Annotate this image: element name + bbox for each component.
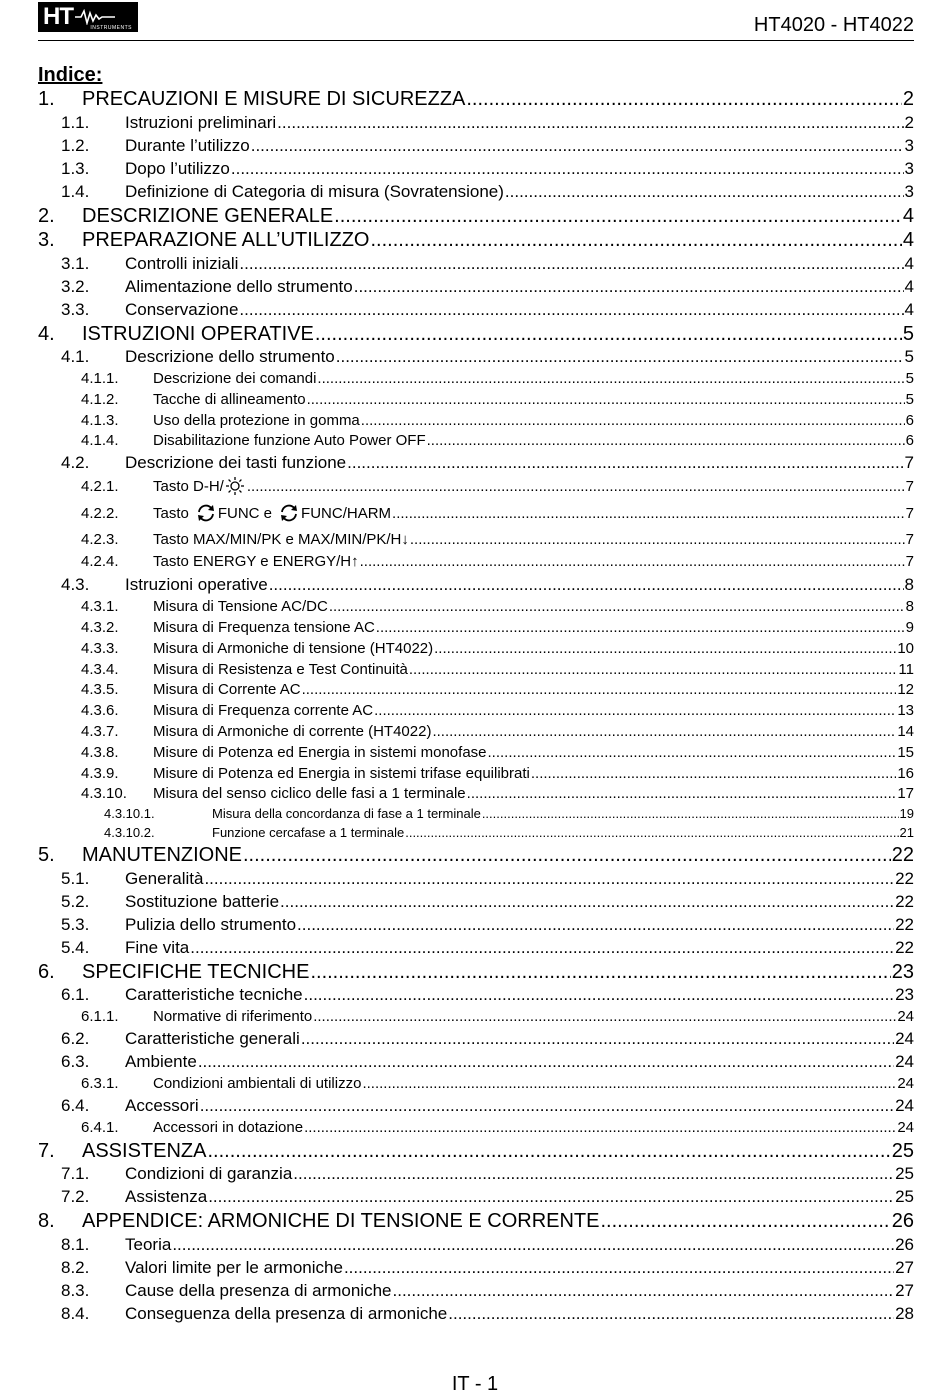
entry-number: 5.	[38, 844, 55, 867]
entry-number: 4.3.10.1.	[104, 806, 155, 822]
entry-title: Sostituzione batterie	[125, 891, 280, 911]
dot-leader	[269, 575, 904, 595]
entry-number: 7.2.	[61, 1187, 90, 1207]
toc-entry[interactable]	[38, 598, 914, 619]
toc-entry[interactable]	[38, 412, 914, 433]
toc-entry[interactable]	[38, 915, 914, 938]
entry-number: 6.4.	[61, 1095, 90, 1115]
toc-entry[interactable]	[38, 575, 914, 598]
toc-entry[interactable]	[38, 323, 914, 348]
toc-entry[interactable]	[38, 1075, 914, 1096]
dot-leader	[531, 765, 896, 782]
entry-number: 7.1.	[61, 1164, 90, 1184]
entry-title: DESCRIZIONE GENERALE	[82, 204, 334, 227]
entry-number: 4.3.8.	[81, 743, 119, 761]
entry-number: 4.	[38, 322, 55, 345]
entry-title: Accessori	[125, 1095, 199, 1115]
entry-title: Misure di Potenza ed Energia in sistemi trifase equilibrati	[153, 764, 530, 782]
entry-number: 4.3.1.	[81, 598, 119, 616]
toc-entry[interactable]	[38, 1235, 914, 1258]
dot-leader	[301, 1029, 894, 1049]
entry-title: Caratteristiche tecniche	[125, 985, 303, 1005]
dot-leader	[361, 412, 905, 429]
entry-number: 3.3.	[61, 299, 90, 319]
entry-number: 4.3.7.	[81, 722, 119, 740]
entry-page: 28	[895, 1303, 914, 1323]
entry-number: 8.4.	[61, 1303, 90, 1323]
entry-title: Descrizione dello strumento	[125, 347, 335, 366]
entry-number: 4.3.9.	[81, 764, 119, 782]
dot-leader	[239, 254, 903, 274]
entry-page: 25	[895, 1187, 914, 1207]
entry-page: 5	[904, 347, 914, 366]
entry-title: PRECAUZIONI E MISURE DI SICUREZZA	[82, 88, 466, 110]
entry-page: 11	[898, 660, 914, 678]
entry-title: Misura di Resistenza e Test Continuità	[153, 660, 408, 678]
entry-page: 22	[891, 844, 914, 867]
entry-title: Istruzioni operative	[125, 575, 268, 595]
toc-entry[interactable]	[38, 254, 914, 277]
logo-subtext: INSTRUMENTS	[90, 25, 132, 31]
dot-leader	[376, 619, 905, 636]
dot-leader	[207, 1140, 890, 1163]
entry-page: 4	[904, 299, 914, 319]
dot-leader	[302, 681, 897, 698]
entry-title: Assistenza	[125, 1187, 208, 1207]
entry-title: Ambiente	[125, 1051, 197, 1071]
entry-number: 3.	[38, 229, 55, 251]
entry-page: 22	[895, 914, 914, 934]
entry-title: Tacche di allineamento	[153, 390, 306, 408]
dot-leader	[360, 553, 905, 570]
entry-title-part: FUNC e	[217, 504, 273, 522]
dot-leader	[344, 1258, 894, 1278]
entry-title: Condizioni ambientali di utilizzo	[153, 1074, 362, 1092]
dot-leader	[277, 113, 903, 133]
entry-number: 4.1.1.	[81, 370, 119, 387]
dot-leader	[347, 453, 903, 473]
entry-number: 8.2.	[61, 1257, 90, 1277]
entry-page: 24	[895, 1051, 914, 1071]
entry-title: SPECIFICHE TECNICHE	[82, 960, 310, 983]
dot-leader	[208, 1187, 894, 1207]
entry-page: 7	[905, 531, 914, 549]
dot-leader	[362, 1075, 896, 1092]
entry-title: Misura di Frequenza tensione AC	[153, 618, 375, 636]
dot-leader	[198, 1052, 894, 1072]
dot-leader	[467, 785, 897, 802]
entry-title: Misura di Frequenza corrente AC	[153, 702, 374, 720]
dot-leader	[466, 88, 902, 111]
toc-entry[interactable]	[38, 765, 914, 786]
entry-number: 6.1.	[61, 985, 90, 1005]
toc-entry[interactable]	[38, 1187, 914, 1210]
toc-entry[interactable]	[38, 1052, 914, 1075]
dot-leader	[374, 702, 896, 719]
toc-entry[interactable]	[38, 938, 914, 961]
entry-number: 5.1.	[61, 868, 90, 888]
dot-leader	[392, 505, 905, 522]
rotate-icon	[278, 503, 300, 523]
toc-entry[interactable]	[38, 1304, 914, 1327]
dot-leader	[393, 1281, 895, 1301]
toc-entry[interactable]	[38, 1210, 914, 1235]
entry-number: 1.3.	[61, 158, 90, 178]
entry-number: 4.2.1.	[81, 477, 119, 495]
dot-leader	[601, 1210, 891, 1233]
entry-title: Misura di Tensione AC/DC	[153, 598, 328, 616]
entry-title: Disabilitazione funzione Auto Power OFF	[153, 432, 426, 450]
entry-number: 4.2.3.	[81, 531, 119, 549]
entry-title: Controlli iniziali	[125, 253, 239, 273]
entry-title: MANUTENZIONE	[82, 844, 242, 867]
entry-page: 7	[905, 553, 914, 571]
entry-page: 23	[891, 960, 914, 983]
entry-number: 6.	[38, 960, 55, 983]
entry-title: Funzione cercafase a 1 terminale	[212, 825, 405, 841]
toc-entry[interactable]	[38, 1096, 914, 1119]
entry-page: 22	[895, 937, 914, 957]
entry-page: 7	[905, 477, 914, 495]
entry-title: Misura di Armoniche di corrente (HT4022)	[153, 722, 432, 740]
entry-page: 23	[895, 985, 914, 1005]
toc-entry[interactable]	[38, 347, 914, 370]
toc-entry[interactable]	[38, 1140, 914, 1165]
entry-title: Caratteristiche generali	[125, 1028, 300, 1048]
entry-title: Misure di Potenza ed Energia in sistemi monofase	[153, 743, 487, 761]
entry-page: 8	[904, 575, 914, 595]
entry-page: 5	[905, 370, 914, 387]
rotate-icon	[195, 503, 217, 523]
entry-title: Definizione di Categoria di misura (Sovratensione)	[125, 181, 504, 201]
toc-entry[interactable]	[38, 1008, 914, 1029]
entry-title: Generalità	[125, 868, 204, 888]
entry-title: Cause della presenza di armoniche	[125, 1280, 392, 1300]
dot-leader	[432, 723, 896, 740]
dot-leader	[317, 370, 904, 387]
entry-title: Pulizia dello strumento	[125, 914, 297, 934]
toc-entry[interactable]	[38, 961, 914, 986]
toc-entry[interactable]	[38, 985, 914, 1008]
entry-title: Istruzioni preliminari	[125, 112, 277, 132]
toc-entry[interactable]	[38, 869, 914, 892]
entry-page: 12	[897, 681, 914, 699]
entry-title: PREPARAZIONE ALL’UTILIZZO	[82, 229, 370, 251]
toc-entry[interactable]	[38, 1258, 914, 1281]
entry-title: Misura di Corrente AC	[153, 681, 301, 699]
entry-page: 24	[897, 1074, 914, 1092]
entry-number: 1.1.	[61, 112, 90, 132]
entry-title: Conservazione	[125, 299, 239, 319]
dot-leader	[172, 1235, 894, 1255]
entry-number: 8.1.	[61, 1234, 90, 1254]
dot-leader	[204, 869, 894, 889]
entry-number: 4.1.3.	[81, 411, 119, 429]
dot-leader	[405, 825, 898, 840]
entry-number: 7.	[38, 1139, 55, 1162]
entry-number: 5.3.	[61, 914, 90, 934]
waveform-icon	[75, 9, 115, 25]
toc-entry[interactable]	[38, 825, 914, 844]
entry-number: 6.3.1.	[81, 1074, 119, 1092]
entry-page: 2	[904, 112, 914, 132]
entry-page: 6	[905, 432, 914, 450]
entry-title: Durante l’utilizzo	[125, 135, 250, 155]
toc-entry[interactable]	[38, 785, 914, 806]
entry-title: Misura di Armoniche di tensione (HT4022)	[153, 639, 434, 657]
dot-leader	[239, 300, 903, 320]
entry-number: 5.2.	[61, 891, 90, 911]
entry-number: 4.2.	[61, 453, 90, 473]
entry-number: 4.3.4.	[81, 660, 119, 678]
entry-page: 24	[895, 1095, 914, 1115]
toc-entry[interactable]	[38, 370, 914, 391]
toc-entry[interactable]	[38, 205, 914, 230]
entry-number: 4.2.2.	[81, 504, 119, 522]
entry-page: 4	[904, 253, 914, 273]
entry-number: 8.	[38, 1210, 55, 1233]
toc-entry[interactable]	[38, 1119, 914, 1140]
dot-leader	[190, 938, 894, 958]
entry-number: 4.3.2.	[81, 618, 119, 636]
entry-title: Conseguenza della presenza di armoniche	[125, 1303, 448, 1323]
dot-leader	[200, 1096, 894, 1116]
entry-number: 4.3.5.	[81, 681, 119, 699]
entry-title: APPENDICE: ARMONICHE DI TENSIONE E CORRENTE	[82, 1210, 600, 1233]
entry-number: 3.1.	[61, 253, 90, 273]
entry-title-part: Tasto	[153, 504, 189, 522]
entry-page: 4	[904, 276, 914, 296]
dot-leader	[448, 1304, 894, 1324]
entry-page: 4	[902, 204, 914, 227]
entry-page: 24	[895, 1028, 914, 1048]
toc-entry[interactable]	[38, 619, 914, 640]
entry-number: 1.2.	[61, 135, 90, 155]
dot-leader	[251, 136, 904, 156]
entry-page: 15	[897, 743, 914, 761]
entry-number: 4.1.	[61, 347, 90, 366]
entry-page: 14	[897, 722, 914, 740]
dot-leader	[310, 961, 890, 984]
entry-page: 2	[902, 88, 914, 110]
entry-number: 6.3.	[61, 1051, 90, 1071]
dot-leader	[307, 391, 905, 408]
dot-leader	[315, 323, 902, 346]
dot-leader	[505, 182, 904, 202]
entry-title-part: FUNC/HARM	[301, 504, 392, 522]
dot-leader	[427, 432, 905, 449]
entry-title: Teoria	[125, 1234, 172, 1254]
table-of-contents	[38, 88, 914, 1327]
page-number: IT - 1	[451, 1373, 499, 1395]
toc-entry[interactable]	[38, 1281, 914, 1304]
toc-entry[interactable]	[38, 806, 914, 825]
entry-page: 16	[897, 764, 914, 782]
entry-number: 4.3.3.	[81, 639, 119, 657]
entry-page: 24	[897, 1008, 914, 1026]
logo-text: HT	[43, 3, 73, 30]
entry-number: 4.3.10.	[81, 785, 127, 803]
dot-leader	[243, 844, 891, 867]
toc-entry[interactable]	[38, 453, 914, 476]
toc-entry[interactable]	[38, 277, 914, 300]
toc-entry[interactable]	[38, 702, 914, 723]
entry-page: 6	[905, 411, 914, 429]
entry-title-group	[153, 503, 391, 523]
entry-title: ASSISTENZA	[82, 1139, 207, 1162]
toc-entry[interactable]	[38, 182, 914, 205]
entry-number: 4.3.10.2.	[104, 825, 155, 841]
entry-number: 3.2.	[61, 276, 90, 296]
toc-entry[interactable]	[38, 391, 914, 412]
entry-number: 4.3.	[61, 575, 90, 595]
model-title: HT4020 - HT4022	[753, 14, 914, 36]
entry-page: 10	[897, 639, 914, 657]
dot-leader	[280, 892, 894, 912]
entry-page: 22	[895, 868, 914, 888]
entry-page: 3	[904, 181, 914, 201]
toc-entry[interactable]	[38, 531, 914, 553]
entry-number: 5.4.	[61, 937, 90, 957]
toc-entry[interactable]	[38, 300, 914, 323]
dot-leader	[434, 640, 896, 657]
entry-number: 4.1.2.	[81, 390, 119, 408]
entry-page: 22	[895, 891, 914, 911]
dot-leader	[231, 159, 904, 179]
entry-number: 4.2.4.	[81, 553, 119, 571]
toc-entry[interactable]	[38, 723, 914, 744]
toc-entry[interactable]	[38, 640, 914, 661]
entry-page: 26	[891, 1210, 914, 1233]
dot-leader	[304, 985, 894, 1005]
entry-number: 6.2.	[61, 1028, 90, 1048]
entry-number: 2.	[38, 204, 55, 227]
entry-number: 1.	[38, 88, 55, 110]
entry-page: 19	[899, 806, 914, 822]
toc-entry[interactable]	[38, 844, 914, 869]
entry-title: Accessori in dotazione	[153, 1118, 304, 1136]
dot-leader	[304, 1119, 896, 1136]
entry-title: Tasto D-H/	[153, 477, 224, 495]
entry-page: 27	[895, 1257, 914, 1277]
dot-leader	[313, 1008, 896, 1025]
dot-leader	[293, 1164, 894, 1184]
entry-title: Tasto ENERGY e ENERGY/H↑	[153, 553, 359, 571]
entry-page: 7	[904, 453, 914, 473]
dot-leader	[329, 598, 905, 615]
entry-page: 25	[895, 1164, 914, 1184]
toc-entry[interactable]	[38, 1029, 914, 1052]
entry-title-group	[153, 476, 246, 496]
entry-page: 25	[891, 1139, 914, 1162]
ht-logo	[38, 2, 138, 32]
toc-entry[interactable]	[38, 744, 914, 765]
toc-entry[interactable]	[38, 1164, 914, 1187]
toc-entry[interactable]	[38, 553, 914, 575]
entry-page: 5	[905, 390, 914, 408]
page-header	[38, 0, 914, 41]
toc-entry[interactable]	[38, 681, 914, 702]
entry-number: 4.3.6.	[81, 702, 119, 720]
dot-leader	[354, 277, 904, 297]
dot-leader	[297, 915, 894, 935]
toc-title: Indice:	[38, 64, 103, 86]
toc-entry[interactable]	[38, 503, 914, 531]
entry-page: 4	[902, 229, 914, 251]
entry-title: Alimentazione dello strumento	[125, 276, 353, 296]
entry-title: Condizioni di garanzia	[125, 1164, 293, 1184]
entry-title: Descrizione dei tasti funzione	[125, 453, 347, 473]
toc-entry[interactable]	[38, 159, 914, 182]
entry-page: 5	[902, 322, 914, 345]
toc-entry[interactable]	[38, 892, 914, 915]
entry-page: 17	[897, 785, 914, 803]
toc-entry[interactable]	[38, 661, 914, 682]
entry-title: Tasto MAX/MIN/PK e MAX/MIN/PK/H↓	[153, 531, 409, 549]
entry-page: 13	[897, 702, 914, 720]
entry-number: 1.4.	[61, 181, 90, 201]
toc-entry[interactable]	[38, 432, 914, 453]
entry-title: Fine vita	[125, 937, 190, 957]
entry-page: 26	[895, 1234, 914, 1254]
entry-page: 21	[899, 825, 914, 841]
entry-number: 6.4.1.	[81, 1118, 119, 1136]
dot-leader	[409, 661, 898, 678]
entry-page: 7	[905, 504, 914, 522]
entry-title: Dopo l’utilizzo	[125, 158, 230, 178]
entry-page: 9	[905, 618, 914, 636]
entry-number: 4.1.4.	[81, 432, 119, 450]
entry-page: 8	[905, 598, 914, 616]
toc-entry[interactable]	[38, 113, 914, 136]
dot-leader	[336, 347, 904, 367]
entry-number: 8.3.	[61, 1280, 90, 1300]
toc-entry[interactable]	[38, 229, 914, 254]
dot-leader	[334, 205, 902, 228]
entry-title: Descrizione dei comandi	[153, 370, 317, 387]
entry-title: Uso della protezione in gomma	[153, 411, 360, 429]
entry-page: 24	[897, 1118, 914, 1136]
entry-title: Valori limite per le armoniche	[125, 1257, 343, 1277]
entry-page: 3	[904, 158, 914, 178]
entry-number: 6.1.1.	[81, 1008, 119, 1026]
dot-leader	[370, 229, 901, 252]
toc-entry[interactable]	[38, 88, 914, 113]
entry-title: ISTRUZIONI OPERATIVE	[82, 322, 314, 345]
entry-title: Misura del senso ciclico delle fasi a 1 terminale	[153, 785, 466, 803]
entry-title: Misura della concordanza di fase a 1 terminale	[212, 806, 481, 822]
toc-entry[interactable]	[38, 136, 914, 159]
dot-leader	[488, 744, 897, 761]
dot-leader	[410, 531, 905, 548]
entry-page: 27	[895, 1280, 914, 1300]
toc-entry[interactable]	[38, 476, 914, 503]
entry-page: 3	[904, 135, 914, 155]
dot-leader	[482, 806, 899, 821]
dot-leader	[247, 478, 905, 495]
backlight-icon	[225, 476, 245, 496]
entry-title: Normative di riferimento	[153, 1008, 313, 1026]
